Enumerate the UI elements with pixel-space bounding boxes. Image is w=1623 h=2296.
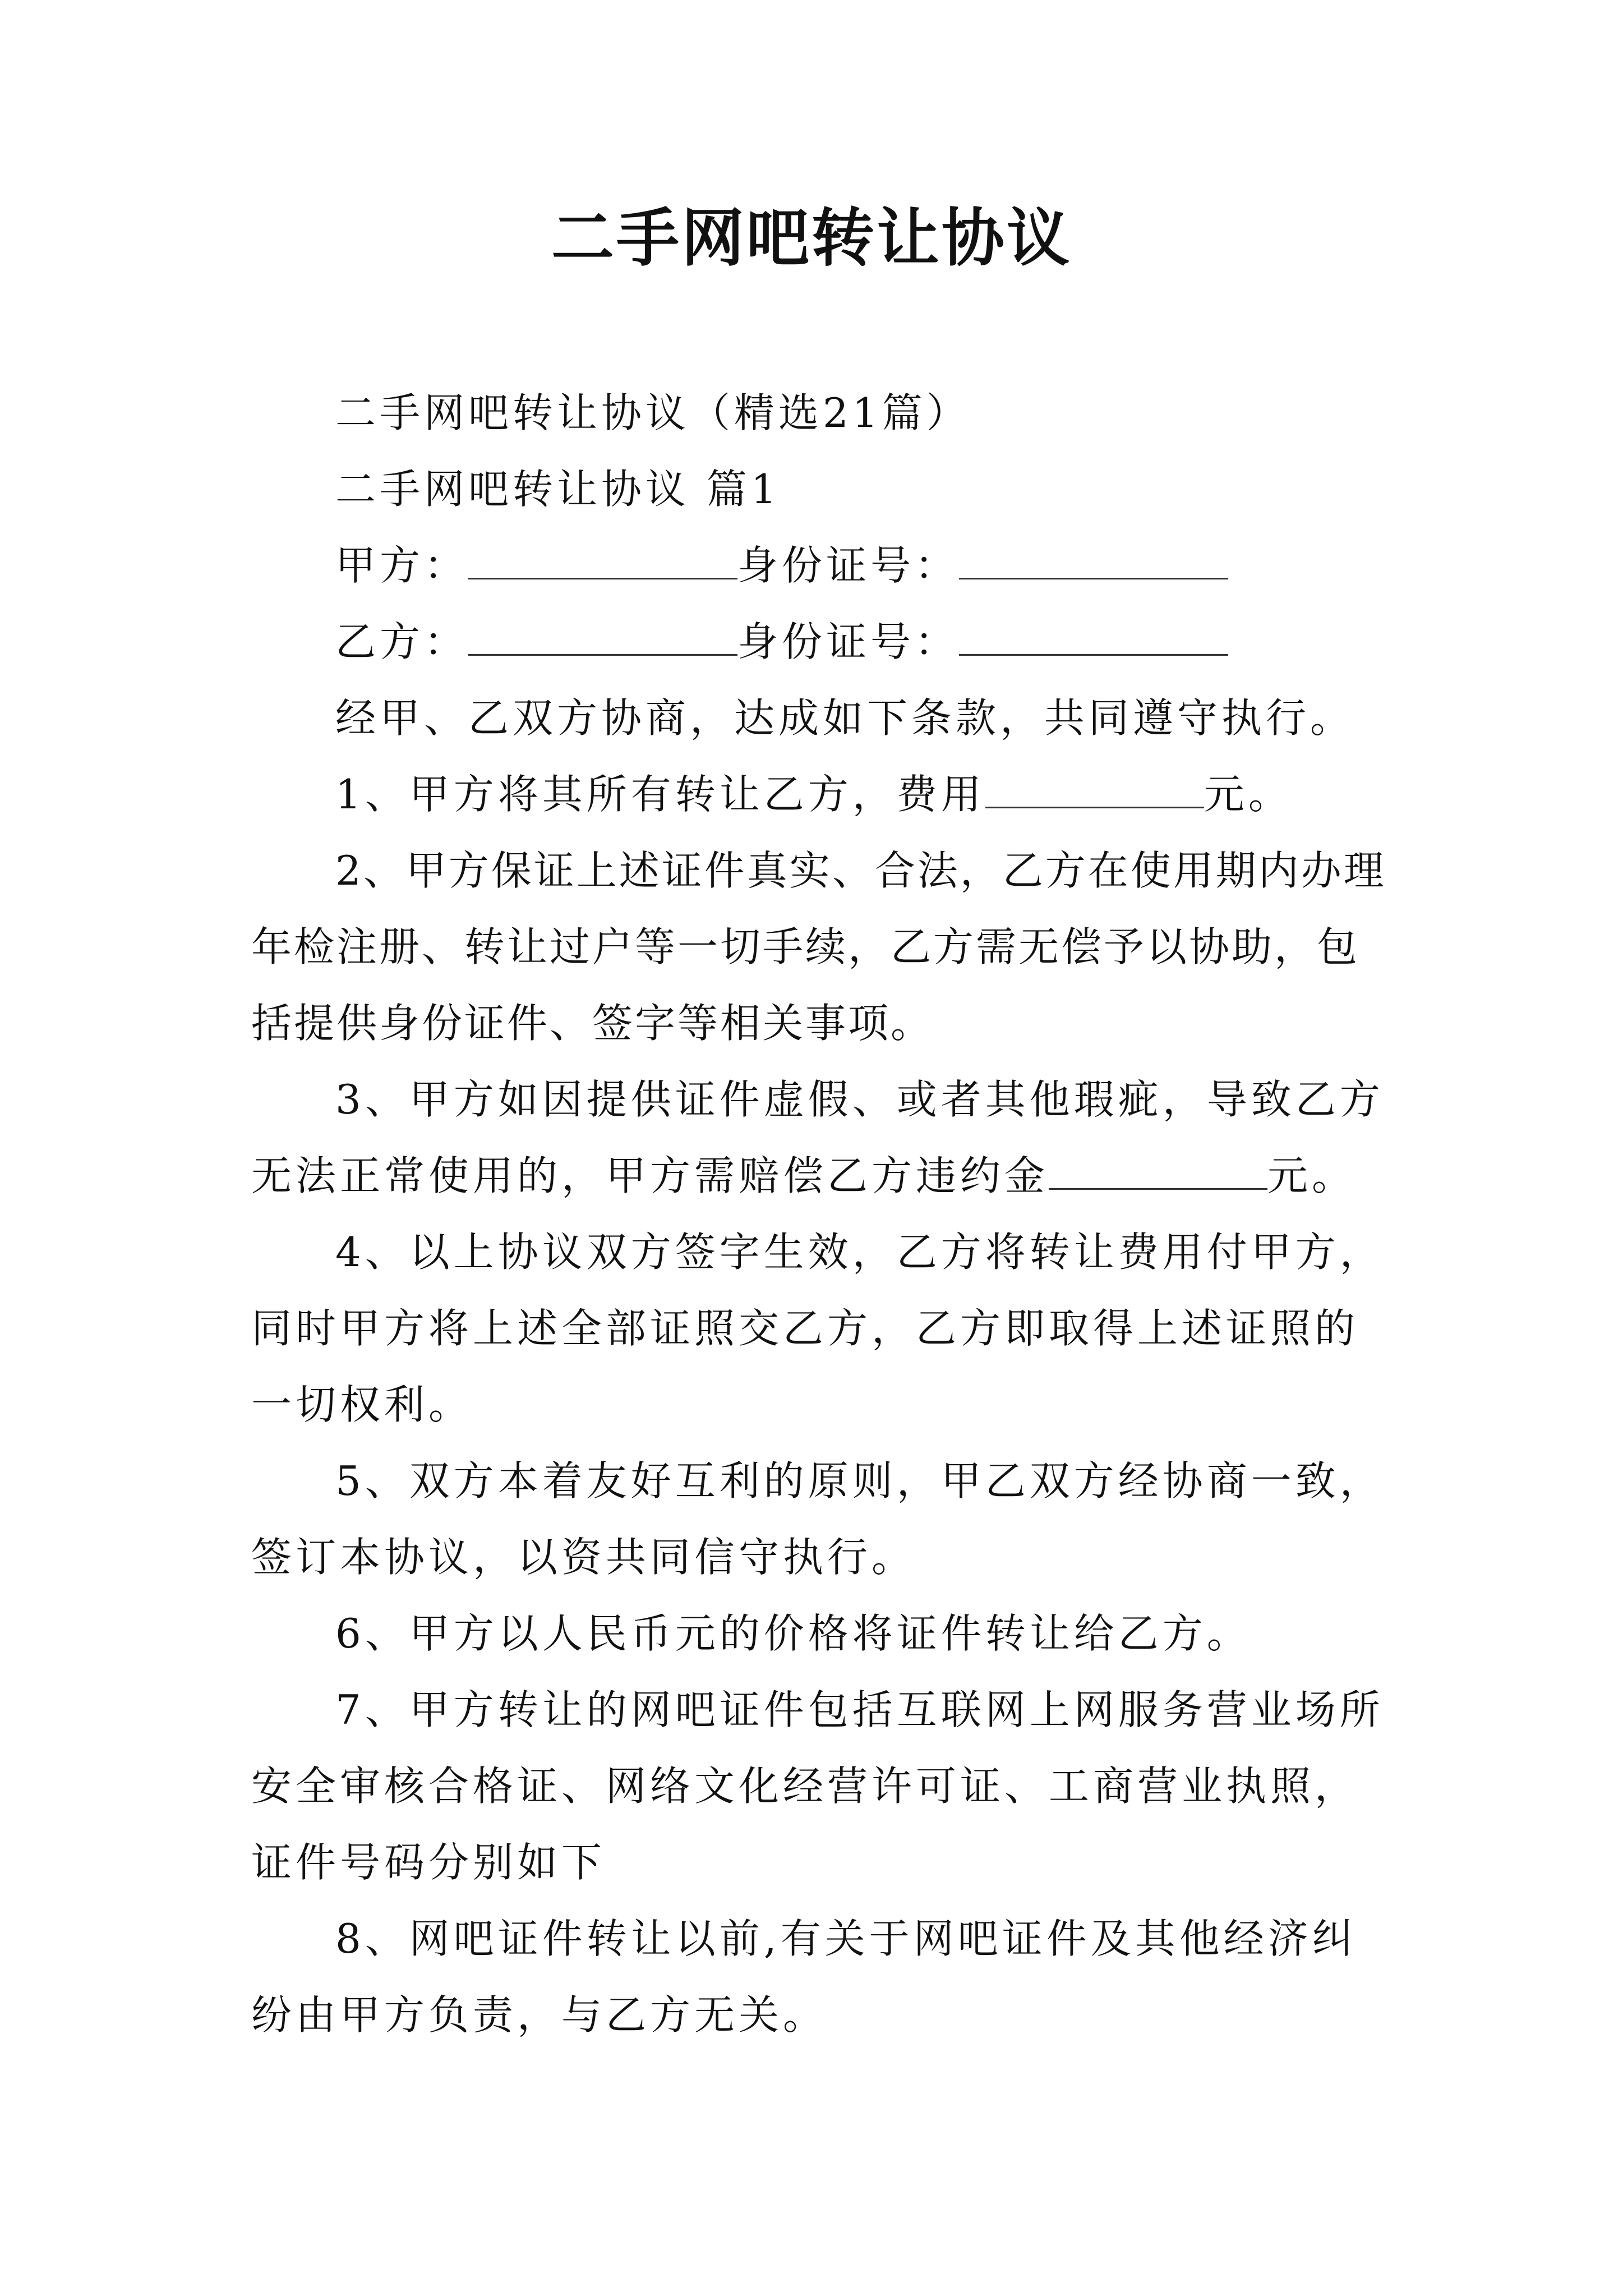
- party-b-name-blank: [468, 619, 737, 656]
- clause-4: 4、以上协议双方签字生效，乙方将转让费用付甲方，同时甲方将上述全部证照交乙方，乙方即取得上述证照的一切权利。: [251, 1228, 1384, 1428]
- party-b-label: 乙方：: [335, 618, 469, 665]
- clause-5: 5、双方本着友好互利的原则，甲乙双方经协商一致，签订本协议，以资共同信守执行。: [251, 1457, 1384, 1581]
- document-subtitle: 二手网吧转让协议（精选21篇）: [335, 389, 971, 436]
- party-b-id-label: 身份证号：: [737, 618, 960, 665]
- party-a-id-label: 身份证号：: [737, 542, 960, 589]
- clause-1-unit: 元。: [1204, 771, 1293, 818]
- party-a-label: 甲方：: [335, 542, 469, 589]
- party-a-line: [251, 527, 1390, 604]
- penalty-amount-blank: [1049, 1153, 1267, 1190]
- document-body: [251, 375, 1390, 2053]
- clause-1-text: 1、甲方将其所有转让乙方，费用: [335, 771, 985, 818]
- section-heading: 二手网吧转让协议 篇1: [335, 466, 781, 513]
- party-a-id-blank: [959, 543, 1228, 579]
- intro-paragraph: 经甲、乙双方协商，达成如下条款，共同遵守执行。: [335, 694, 1355, 742]
- clause-8: 8、网吧证件转让以前,有关于网吧证件及其他经济纠纷由甲方负责，与乙方无关。: [251, 1915, 1357, 2039]
- clause-7: 7、甲方转让的网吧证件包括互联网上网服务营业场所安全审核合格证、网络文化经营许可证、工商营业执照，证件号码分别如下: [251, 1686, 1384, 1886]
- fee-amount-blank: [985, 772, 1204, 808]
- clause-6: 6、甲方以人民币元的价格将证件转让给乙方。: [335, 1610, 1251, 1657]
- party-b-id-blank: [959, 619, 1228, 656]
- document-title: 二手网吧转让协议: [551, 201, 1072, 275]
- clause-2: 2、甲方保证上述证件真实、合法，乙方在使用期内办理年检注册、转让过户等一切手续，乙方需无偿予以协助，包括提供身份证件、签字等相关事项。: [251, 847, 1386, 1047]
- clause-3-unit: 元。: [1267, 1152, 1357, 1199]
- party-a-name-blank: [468, 543, 737, 579]
- clause-3-text: 3、甲方如因提供证件虚假、或者其他瑕疵，导致乙方无法正常使用的，甲方需赔偿乙方违约金: [251, 1076, 1384, 1199]
- party-b-line: [251, 604, 1390, 680]
- clause-3: [251, 1061, 1390, 1214]
- clause-1: [251, 756, 1390, 832]
